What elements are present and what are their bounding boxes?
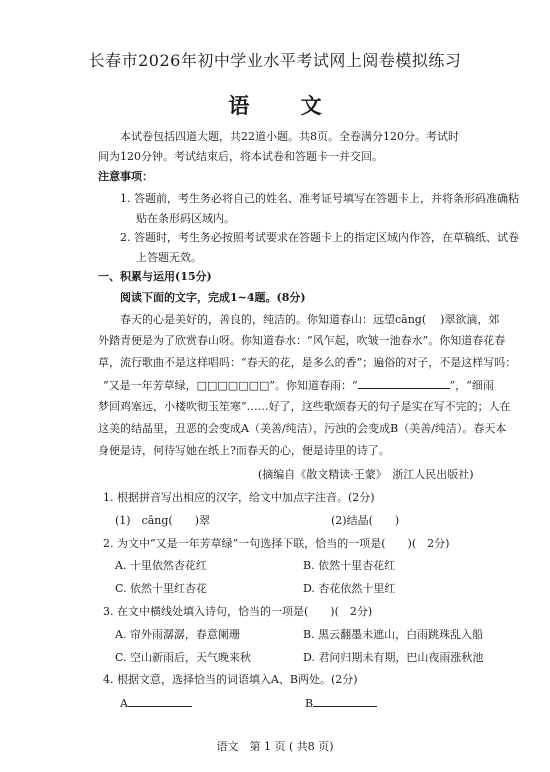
passage-line-4c: ”，“细雨 bbox=[449, 379, 494, 392]
answer-b-label: B bbox=[305, 697, 314, 710]
passage-line-1 bbox=[120, 313, 499, 326]
passage-line-1a: 春天的心是美好的，善良的，纯洁的。你知道春山：远望cāng( bbox=[120, 313, 427, 326]
passage-source: (摘编自《散文精读·王蒙》 浙江人民出版社) bbox=[258, 468, 474, 481]
note-1-line-1: 1. 答题前，考生务必将自己的姓名、准考证号填写在答题卡上，并将条形码准确粘 bbox=[120, 192, 519, 205]
poem-blank-line bbox=[358, 378, 450, 389]
question-2-option-d: D. 杏花依然十里红 bbox=[303, 582, 396, 595]
question-2: 2. 为文中“又是一年芳草绿”一句选择下联，恰当的一项是( )( 2分) bbox=[103, 537, 450, 550]
intro-line-1: 本试卷包括四道大题，共22道小题。共8页。全卷满分120分。考试时 bbox=[120, 130, 459, 143]
passage-line-4b: ”。你知道春雨：“ bbox=[269, 379, 358, 392]
question-1-item-2: (2)结晶( ) bbox=[331, 514, 400, 527]
blank-boxes: □□□□□□□ bbox=[196, 379, 270, 392]
question-3-option-b: B. 黑云翻墨未遮山，白雨跳珠乱入船 bbox=[303, 628, 484, 641]
exam-title: 长春市2026年初中学业水平考试网上阅卷模拟练习 bbox=[88, 51, 462, 70]
answer-b-blank bbox=[313, 696, 377, 707]
question-1-item-1: (1) cāng( )翠 bbox=[115, 514, 211, 527]
question-2-option-c: C. 依然十里红杏花 bbox=[115, 582, 208, 595]
passage-line-5: 梦回鸡塞远，小楼吹彻玉笙寒”……好了，这些歌颂春天的句子是实在写不完的；人在 bbox=[98, 400, 511, 413]
note-2-line-2: 上答题无效。 bbox=[136, 251, 202, 264]
question-3: 3. 在文中横线处填入诗句，恰当的一项是( )( 2分) bbox=[103, 605, 373, 618]
question-3-option-d: D. 君问归期未有期，巴山夜雨涨秋池 bbox=[303, 651, 484, 664]
passage-line-6: 这美的结晶里，丑恶的会变成A（美善/纯洁），污浊的会变成B（美善/纯洁）。春天本 bbox=[98, 422, 507, 435]
answer-a bbox=[120, 696, 192, 710]
question-3-option-a: A. 帘外雨潺潺，春意阑珊 bbox=[115, 628, 240, 641]
question-2-option-a: A. 十里依然杏花红 bbox=[115, 559, 207, 572]
passage-line-7: 身便是诗，何待写她在纸上?而春天的心，便是诗里的诗了。 bbox=[98, 444, 390, 457]
page-footer: 语文 第 1 页 ( 共8 页) bbox=[216, 740, 334, 753]
note-1-line-2: 贴在条形码区域内。 bbox=[136, 212, 235, 225]
question-2-option-b: B. 依然十里杏花红 bbox=[303, 559, 396, 572]
question-1: 1. 根据拼音写出相应的汉字，给文中加点字注音。(2分) bbox=[103, 491, 375, 504]
notes-heading: 注意事项： bbox=[98, 170, 153, 183]
intro-line-2: 间为120分钟。考试结束后，将本试卷和答题卡一并交回。 bbox=[98, 150, 383, 163]
question-3-option-c: C. 空山新雨后，天气晚来秋 bbox=[115, 651, 252, 664]
passage-line-1b: )翠欲滴，郊 bbox=[440, 313, 500, 326]
subject-title: 语 文 bbox=[228, 93, 344, 118]
passage-line-2: 外踏青便是为了欣赏春山呀。你知道春水：“风乍起，吹皱一池春水”。你知道春花春 bbox=[98, 334, 506, 347]
answer-a-label: A bbox=[120, 697, 128, 710]
passage-line-4a: “又是一年芳草绿， bbox=[103, 379, 197, 392]
passage-line-3: 草，流行歌曲不是这样唱吗：“春天的花，是多么的香”；遍俗的对子，不是这样写吗： bbox=[98, 356, 517, 369]
question-4: 4. 根据文意，选择恰当的词语填入A、B两处。(2分) bbox=[103, 673, 358, 686]
answer-a-blank bbox=[128, 696, 192, 707]
passage-line-4 bbox=[103, 378, 494, 392]
answer-b bbox=[305, 696, 377, 710]
section-1-heading: 一、积累与运用(15分) bbox=[98, 270, 212, 283]
section-1-instruction: 阅读下面的文字，完成1~4题。(8分) bbox=[120, 291, 306, 304]
note-2-line-1: 2. 答题时，考生务必按照考试要求在答题卡上的指定区域内作答，在草稿纸、试卷 bbox=[120, 231, 519, 244]
